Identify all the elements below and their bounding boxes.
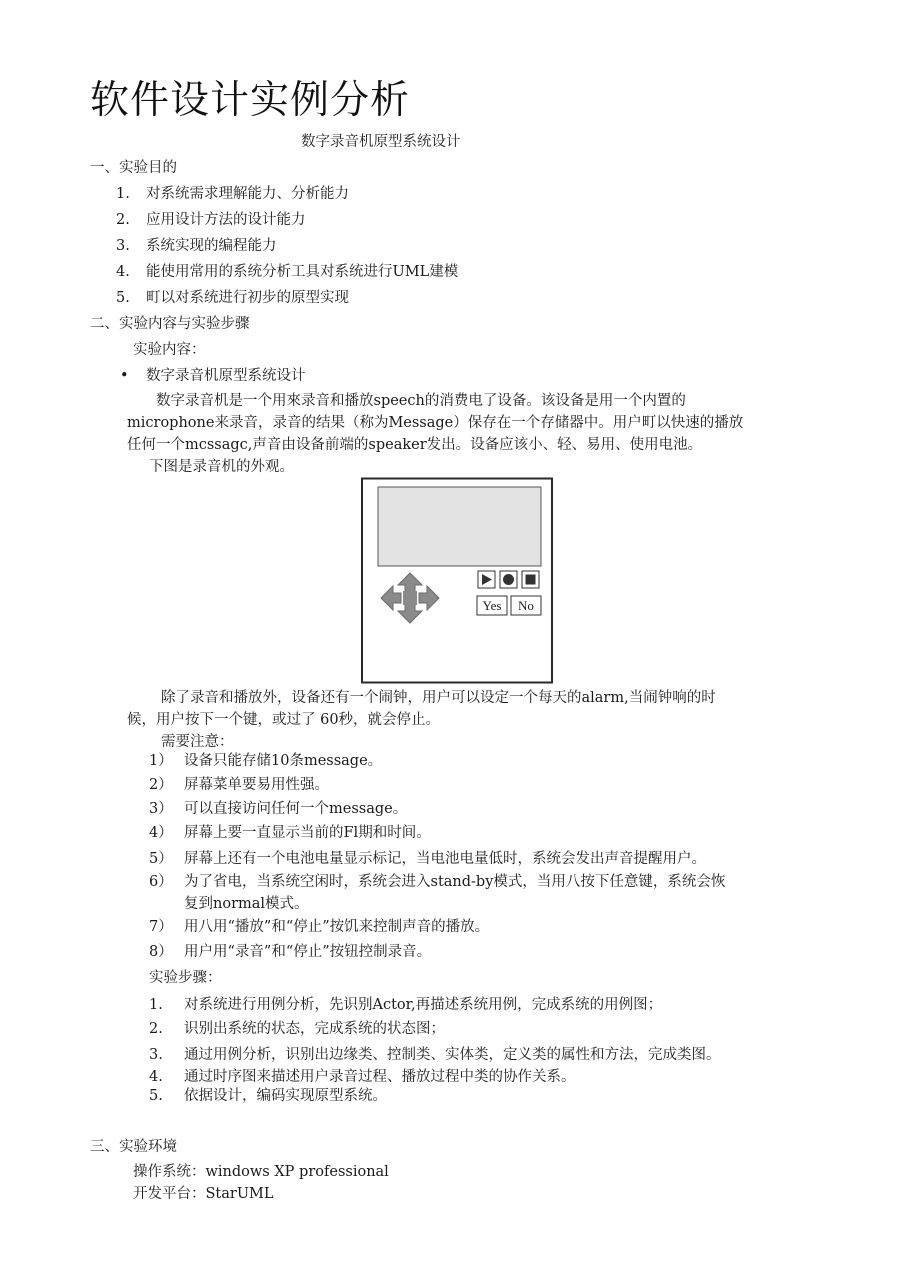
list-item: 2. 识别出系统的状态，完成系统的状态图； — [149, 1021, 445, 1037]
list-item: 8） 用户用“录音”和“停止”按钮控制录音。 — [149, 944, 432, 960]
list-item: 4. 能使用常用的系统分析工具对系统进行UML建模 — [116, 264, 459, 280]
section-heading-2: 二、实验内容与实验步骤 — [90, 316, 250, 332]
list-item: 4） 屏幕上要一直显示当前的Fl期和时间。 — [149, 825, 431, 841]
list-item: 2） 屏幕菜单要易用性强。 — [149, 777, 329, 793]
figure-caption: 下图是录音机的外观。 — [149, 459, 294, 475]
recorder-device-illustration — [360, 477, 556, 685]
platform-line: 开发平台：StarUML — [133, 1186, 274, 1202]
no-label: No — [518, 598, 534, 613]
list-item: 5） 屏幕上还有一个电池电量显示标记，当电池电量低时，系统会发出声音提醒用户。 — [149, 851, 706, 867]
list-item: 6） 为了省电，当系统空闲时，系统会进入stand-by模式，当用八按下任意键，系统会恢 — [149, 874, 726, 890]
section-heading-3: 三、实验环境 — [90, 1139, 177, 1155]
yes-label: Yes — [482, 598, 502, 613]
section-heading-1: 一、实验目的 — [90, 160, 177, 176]
list-item: 4. 通过时序图来描述用户录音过程、播放过程中类的协作关系。 — [149, 1069, 576, 1085]
os-line: 操作系统：windows XP professional — [133, 1164, 389, 1180]
list-item: 1. 对系统需求理解能力、分析能力 — [116, 186, 349, 202]
list-item: 3. 通过用例分析，识别出边缘类、控制类、实体类，定义类的属性和方法，完成类图。 — [149, 1047, 721, 1063]
bullet-icon: • — [120, 368, 129, 384]
list-item: 1. 对系统进行用例分析，先识别Actor,再描述系统用例，完成系统的用例图； — [149, 997, 663, 1013]
stop-icon — [526, 575, 536, 585]
list-item: 2. 应用设计方法的设计能力 — [116, 212, 306, 228]
record-icon — [503, 574, 514, 585]
page-title: 软件设计实例分析 — [90, 78, 411, 123]
list-item: 3） 可以直接访问任何一个message。 — [149, 801, 408, 817]
list-item: 3. 系统实现的编程能力 — [116, 238, 277, 254]
device-screen — [378, 487, 541, 566]
list-item: 5. 依据设计，编码实现原型系统。 — [149, 1088, 387, 1104]
list-item-continuation: 复到normal模式。 — [184, 896, 309, 912]
bullet-item: • 数字录音机原型系统设计 — [120, 368, 306, 384]
notes-label: 需要注意： — [161, 734, 234, 750]
steps-label: 实验步骤： — [149, 970, 222, 986]
list-item: 5. 町以对系统进行初步的原型实现 — [116, 290, 349, 306]
list-item: 1） 设备只能存储10条message。 — [149, 753, 383, 769]
document-subtitle: 数字录音机原型系统设计 — [301, 134, 461, 150]
list-item: 7） 用八用“播放”和“停止”按饥来控制声音的播放。 — [149, 919, 490, 935]
content-label: 实验内容： — [133, 342, 206, 358]
